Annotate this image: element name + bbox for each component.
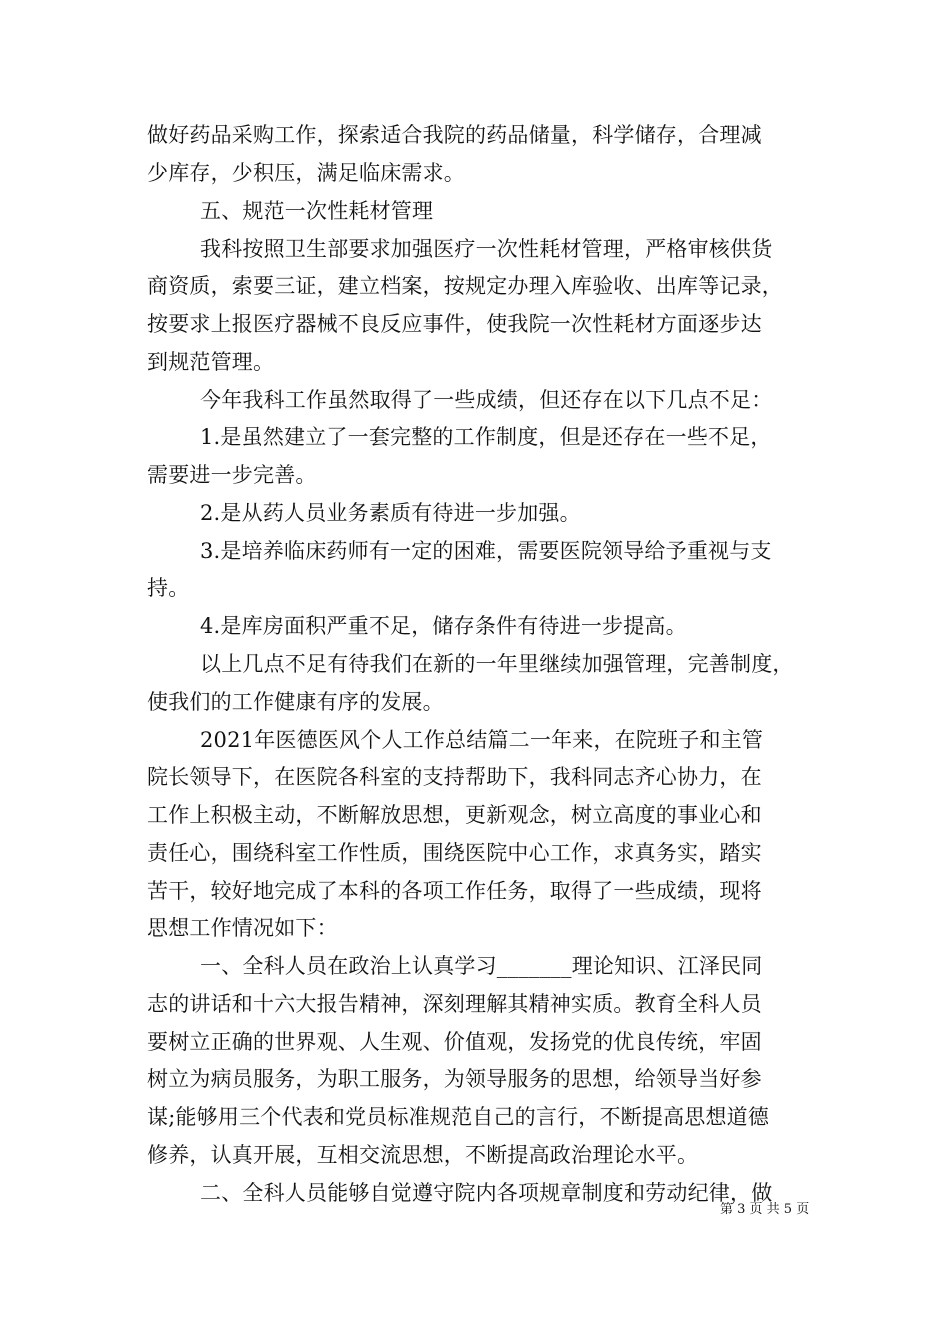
text-line: 使我们的工作健康有序的发展。 [147, 690, 444, 714]
text-line: 树立为病员服务，为职工服务，为领导服务的思想，给领导当好参 [147, 1067, 762, 1091]
text-line: 工作上积极主动，不断解放思想，更新观念，树立高度的事业心和 [147, 803, 762, 827]
text-line: 少库存，少积压，满足临床需求。 [147, 161, 465, 185]
text-line: 2021年医德医风个人工作总结篇二一年来，在院班子和主管 [200, 728, 764, 752]
text-line: 修养，认真开展，互相交流思想，不断提高政治理论水平。 [147, 1143, 699, 1167]
text-line: 做好药品采购工作，探索适合我院的药品储量，科学储存，合理减 [147, 123, 762, 147]
text-line: 到规范管理。 [147, 350, 275, 374]
text-line: 按要求上报医疗器械不良反应事件，使我院一次性耗材方面逐步达 [147, 312, 762, 336]
list-item: 2.是从药人员业务素质有待进一步加强。 [200, 501, 581, 525]
text-line: 院长领导下，在医院各科室的支持帮助下，我科同志齐心协力，在 [147, 765, 762, 789]
text-line: 要树立正确的世界观、人生观、价值观，发扬党的优良传统，牢固 [147, 1030, 762, 1054]
text-line: 以上几点不足有待我们在新的一年里继续加强管理，完善制度， [200, 652, 794, 676]
text-line: 我科按照卫生部要求加强医疗一次性耗材管理，严格审核供货 [200, 237, 773, 261]
text-line: 持。 [147, 576, 190, 600]
text-line: 二、全科人员能够自觉遵守院内各项规章制度和劳动纪律，做 [200, 1181, 773, 1205]
list-item: 3.是培养临床药师有一定的困难，需要医院领导给予重视与支 [200, 539, 772, 563]
text-line: 谋;能够用三个代表和党员标准规范自己的言行，不断提高思想道德 [147, 1105, 770, 1129]
text-line: 思想工作情况如下： [147, 916, 338, 940]
text-line: 一、全科人员在政治上认真学习_______理论知识、江泽民同 [200, 954, 763, 978]
section-heading: 五、规范一次性耗材管理 [200, 199, 434, 223]
text-line: 今年我科工作虽然取得了一些成绩，但还存在以下几点不足： [200, 388, 773, 412]
text-line: 志的讲话和十六大报告精神，深刻理解其精神实质。教育全科人员 [147, 992, 762, 1016]
list-item: 4.是库房面积严重不足，储存条件有待进一步提高。 [200, 614, 687, 638]
list-item: 1.是虽然建立了一套完整的工作制度，但是还存在一些不足， [200, 425, 772, 449]
text-line: 需要进一步完善。 [147, 463, 317, 487]
text-line: 商资质，索要三证，建立档案，按规定办理入库验收、出库等记录， [147, 274, 783, 298]
page-number: 第 3 页 共 5 页 [720, 1202, 810, 1217]
text-line: 责任心，围绕科室工作性质，围绕医院中心工作，求真务实，踏实 [147, 841, 762, 865]
text-line: 苦干，较好地完成了本科的各项工作任务，取得了一些成绩，现将 [147, 879, 762, 903]
